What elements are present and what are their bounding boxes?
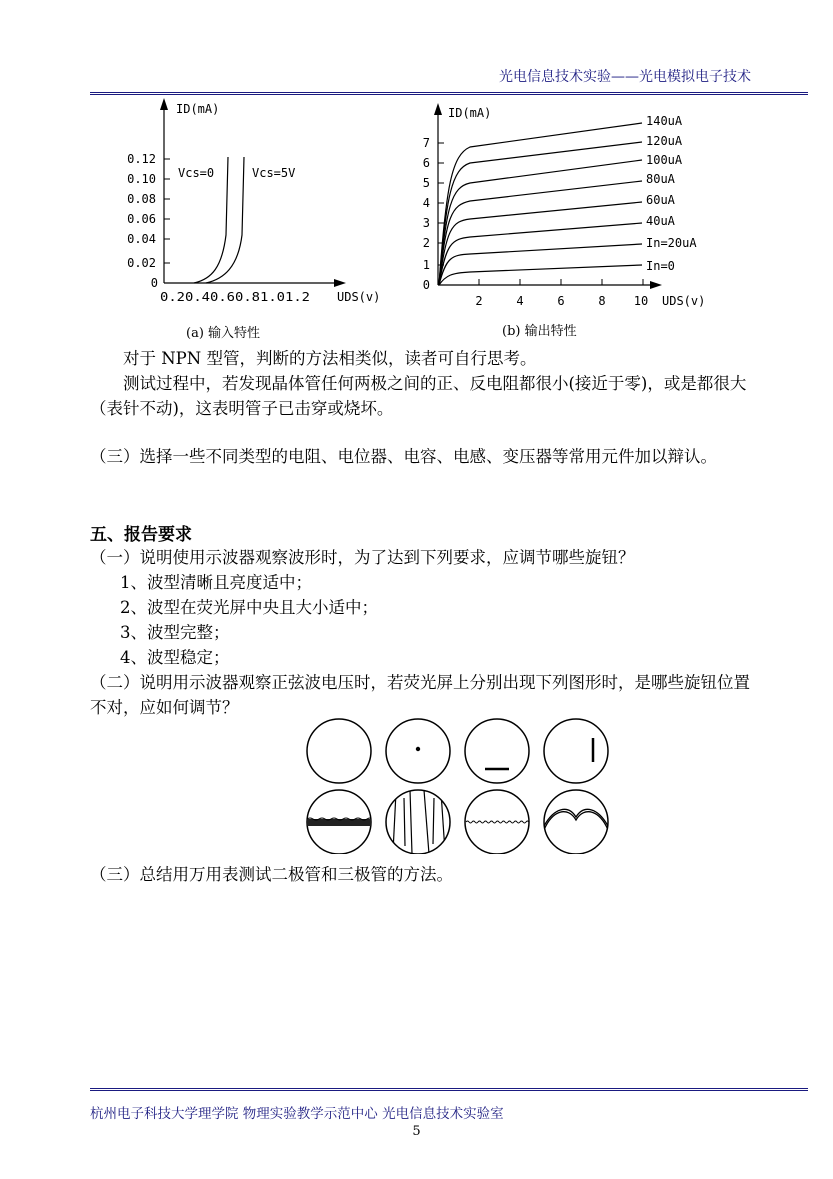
fig-b-curve-0: [439, 265, 642, 285]
fig-a-ytick-label: 0: [150, 276, 158, 290]
list-item: 2、波型在荧光屏中央且大小适中；: [120, 598, 378, 617]
fig-a-caption: (a) 输入特性: [186, 326, 261, 341]
fig-b-xlabel: UDS(v): [662, 294, 706, 308]
fig-b-ytick-label: 3: [422, 216, 430, 230]
fig-b-x-arrow: [650, 281, 662, 289]
fig-a-ytick-label: 0.12: [127, 152, 156, 166]
fig-a-ytick-label: 0.04: [127, 232, 156, 246]
fig-a-ytick-label: 0.02: [127, 256, 156, 270]
question-2: （二）说明用示波器观察正弦波电压时，若荧光屏上分别出现下列图形时，是哪些旋钮位置不对，应如何调节？: [90, 673, 750, 717]
page-header-title: 光电信息技术实验——光电模拟电子技术: [499, 69, 751, 85]
oscilloscope-screens-figure: [300, 718, 620, 854]
fig-b-curve-label: 120uA: [646, 134, 683, 148]
fig-b-caption: (b) 输出特性: [502, 324, 577, 339]
fig-b-y-arrow: [434, 103, 442, 115]
fig-b-ytick-label: 2: [422, 236, 430, 250]
figure-b-output-characteristic: [410, 95, 730, 345]
fig-a-ylabel: ID(mA): [176, 102, 220, 116]
list-item: 3、波型完整；: [120, 623, 230, 642]
fig-b-curve-label: 40uA: [646, 214, 675, 228]
fig-b-curve-label: 140uA: [646, 114, 683, 128]
fig-b-ytick-label: 5: [422, 176, 430, 190]
screen-horizontal-line-low: [465, 719, 529, 783]
fig-b-xtick-label: 2: [475, 294, 483, 308]
fig-a-y-arrow: [160, 98, 168, 110]
fig-a-xlabel: UDS(v): [337, 290, 381, 304]
fig-b-curve-20uA: [439, 244, 642, 285]
paragraph-breakdown: 测试过程中，若发现晶体管任何两极之间的正、反电阻都很小(接近于零)，或是都很大（表针不动)，这表明管子已击穿或烧坏。: [90, 374, 747, 418]
section-title-report: 五、报告要求: [90, 525, 192, 545]
list-item: 1、波型清晰且亮度适中；: [120, 573, 312, 592]
fig-b-curve-140uA: [439, 123, 642, 285]
fig-b-ytick-label: 4: [422, 196, 430, 210]
screen-dot: [386, 719, 450, 783]
fig-b-curve-120uA: [439, 142, 642, 285]
screen-overlapping-arches: [544, 790, 608, 854]
list-item: 4、波型稳定；: [120, 648, 230, 667]
fig-b-xtick-label: 10: [633, 294, 649, 308]
screen-vertical-line-right: [544, 719, 608, 783]
question-3: （三）总结用万用表测试二极管和三极管的方法。: [90, 865, 453, 884]
screen-thick-band: [307, 790, 373, 854]
fig-a-x-arrow: [334, 279, 346, 287]
footer-rule: [90, 1088, 808, 1091]
figure-a-input-characteristic: [100, 95, 400, 345]
fig-a-xtick-labels: 0.20.40.60.81.01.2: [160, 290, 310, 304]
question-1: （一）说明使用示波器观察波形时，为了达到下列要求，应调节哪些旋钮？: [90, 548, 635, 567]
fig-b-curve-label: In=20uA: [646, 236, 697, 250]
fig-b-xticks: [475, 279, 648, 308]
fig-b-curves: [439, 123, 642, 285]
paragraph-components: （三）选择一些不同类型的电阻、电位器、电容、电感、变压器等常用元件加以辩认。: [90, 447, 717, 466]
paragraph-npn: 对于 NPN 型管，判断的方法相类似，读者可自行思考。: [123, 349, 537, 368]
fig-a-curve2-label: Vcs=5V: [252, 166, 296, 180]
fig-b-ytick-label: 6: [422, 156, 430, 170]
screen-blank: [307, 719, 371, 783]
fig-a-curve1-label: Vcs=0: [178, 166, 215, 180]
fig-b-ytick-label: 7: [422, 136, 430, 150]
fig-b-ylabel: ID(mA): [448, 106, 492, 120]
fig-a-ytick-label: 0.06: [127, 212, 156, 226]
fig-b-ytick-label: 1: [422, 258, 430, 272]
page-number: 5: [412, 1124, 421, 1139]
screen-fine-wave-line: [465, 790, 529, 854]
footer-text: 杭州电子科技大学理学院 物理实验教学示范中心 光电信息技术实验室: [90, 1106, 504, 1122]
fig-b-curve-label: 80uA: [646, 172, 675, 186]
fig-b-curve-label: 100uA: [646, 153, 683, 167]
fig-b-ytick-label: 0: [422, 278, 430, 292]
fig-a-ytick-label: 0.10: [127, 172, 156, 186]
screen-vertical-lines: [386, 790, 450, 854]
fig-b-curve-label: In=0: [646, 259, 675, 273]
fig-b-curve-label: 60uA: [646, 193, 675, 207]
fig-a-ytick-label: 0.08: [127, 192, 156, 206]
fig-b-curve-labels: [646, 114, 697, 273]
fig-b-xtick-label: 8: [598, 294, 606, 308]
fig-b-xtick-label: 4: [516, 294, 524, 308]
fig-b-xtick-label: 6: [557, 294, 565, 308]
